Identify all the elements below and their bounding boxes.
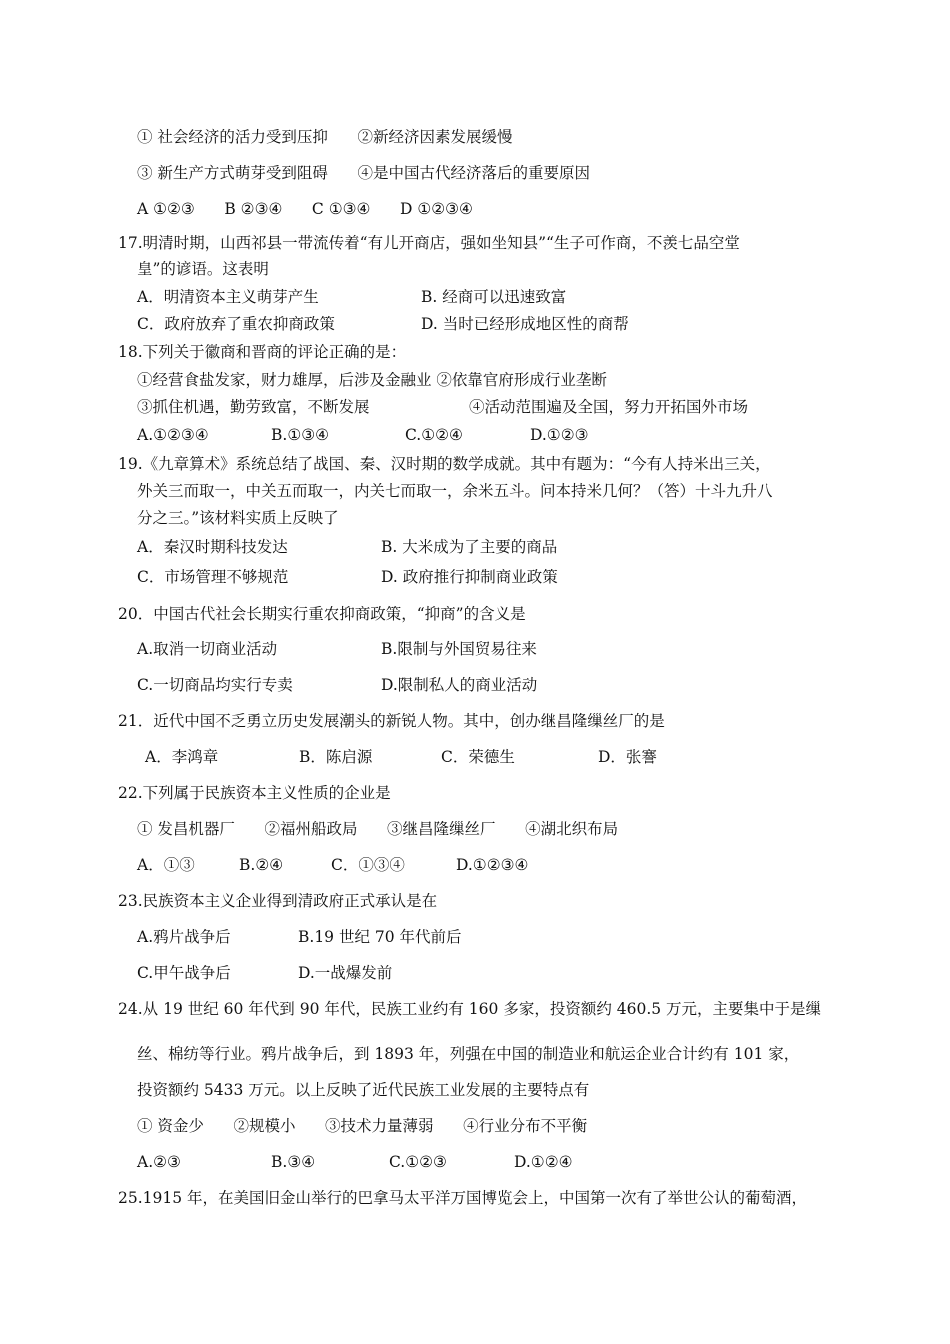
q20-option-a: A.取消一切商业活动	[137, 640, 278, 658]
q16-options-row1: ① 社会经济的活力受到压抑 ②新经济因素发展缓慢	[137, 128, 513, 146]
q18-stem: 18.下列关于徽商和晋商的评论正确的是：	[118, 343, 407, 361]
q24-stem-1: 24.从 19 世纪 60 年代到 90 年代，民族工业约有 160 多家，投资额约 460.5 万元，主要集中于是缫	[118, 1000, 822, 1018]
q21-option-d: D．张謇	[598, 748, 657, 766]
q18-item-4: ④活动范围遍及全国，努力开拓国外市场	[469, 398, 749, 416]
q19-stem-3: 分之三。”该材料实质上反映了	[137, 509, 339, 527]
q22-stem: 22.下列属于民族资本主义性质的企业是	[118, 784, 391, 802]
q23-option-d: D.一战爆发前	[298, 964, 393, 982]
q23-option-c: C.甲午战争后	[137, 964, 231, 982]
q23-option-a: A.鸦片战争后	[137, 928, 231, 946]
q18-option-c: C.①②④	[405, 426, 463, 444]
q20-option-b: B.限制与外国贸易往来	[381, 640, 537, 658]
q25-stem-1: 25.1915 年，在美国旧金山举行的巴拿马太平洋万国博览会上，中国第一次有了举世公认的葡萄酒，	[118, 1189, 808, 1207]
q17-option-b: B. 经商可以迅速致富	[421, 288, 567, 306]
q24-stem-2: 丝、棉纺等行业。鸦片战争后，到 1893 年，列强在中国的制造业和航运企业合计约有 101 家，	[137, 1045, 800, 1063]
q21-option-a: A．李鸿章	[145, 748, 219, 766]
q21-stem: 21．近代中国不乏勇立历史发展潮头的新锐人物。其中，创办继昌隆缫丝厂的是	[118, 712, 665, 730]
q19-option-d: D. 政府推行抑制商业政策	[381, 568, 558, 586]
q21-option-c: C．荣德生	[441, 748, 515, 766]
q19-stem-2: 外关三而取一，中关五而取一，内关七而取一，余米五斗。问本持米几何？（答）十斗九升八	[137, 482, 773, 500]
q18-items-row1: ①经营食盐发家，财力雄厚，后涉及金融业 ②依靠官府形成行业垄断	[137, 371, 607, 389]
q24-option-c: C.①②③	[389, 1153, 447, 1171]
q17-stem-2: 皇”的谚语。这表明	[137, 260, 269, 278]
q19-option-b: B. 大米成为了主要的商品	[381, 538, 558, 556]
q18-option-a: A.①②③④	[137, 426, 209, 444]
q17-option-a: A．明清资本主义萌芽产生	[137, 288, 319, 306]
q19-stem-1: 19.《九章算术》系统总结了战国、秦、汉时期的数学成就。其中有题为：“今有人持米出三关，	[118, 455, 771, 473]
q22-option-a: A．①③	[137, 856, 195, 874]
q19-option-c: C．市场管理不够规范	[137, 568, 289, 586]
q24-option-a: A.②③	[137, 1153, 181, 1171]
q24-items: ① 资金少 ②规模小 ③技术力量薄弱 ④行业分布不平衡	[137, 1117, 588, 1135]
q16-answers: A ①②③ B ②③④ C ①③④ D ①②③④	[137, 200, 473, 218]
q17-stem-1: 17.明清时期，山西祁县一带流传着“有儿开商店，强如坐知县”“生子可作商，不羡七品空堂	[118, 234, 740, 252]
q22-option-b: B.②④	[239, 856, 284, 874]
q20-option-d: D.限制私人的商业活动	[381, 676, 538, 694]
q22-option-c: C．①③④	[331, 856, 405, 874]
q22-option-d: D.①②③④	[456, 856, 529, 874]
q23-option-b: B.19 世纪 70 年代前后	[298, 928, 462, 946]
q24-option-d: D.①②④	[514, 1153, 573, 1171]
q18-item-3: ③抓住机遇，勤劳致富，不断发展	[137, 398, 370, 416]
q17-option-c: C．政府放弃了重农抑商政策	[137, 315, 335, 333]
q22-items: ① 发昌机器厂 ②福州船政局 ③继昌隆缫丝厂 ④湖北织布局	[137, 820, 619, 838]
q21-option-b: B．陈启源	[299, 748, 373, 766]
q16-options-row2: ③ 新生产方式萌芽受到阻碍 ④是中国古代经济落后的重要原因	[137, 164, 590, 182]
q19-option-a: A．秦汉时期科技发达	[137, 538, 288, 556]
q18-option-d: D.①②③	[530, 426, 589, 444]
q18-option-b: B.①③④	[271, 426, 330, 444]
q20-option-c: C.一切商品均实行专卖	[137, 676, 293, 694]
q24-stem-3: 投资额约 5433 万元。以上反映了近代民族工业发展的主要特点有	[137, 1081, 590, 1099]
q24-option-b: B.③④	[271, 1153, 316, 1171]
q17-option-d: D. 当时已经形成地区性的商帮	[421, 315, 629, 333]
q23-stem: 23.民族资本主义企业得到清政府正式承认是在	[118, 892, 438, 910]
q20-stem: 20．中国古代社会长期实行重农抑商政策，“抑商”的含义是	[118, 605, 526, 623]
